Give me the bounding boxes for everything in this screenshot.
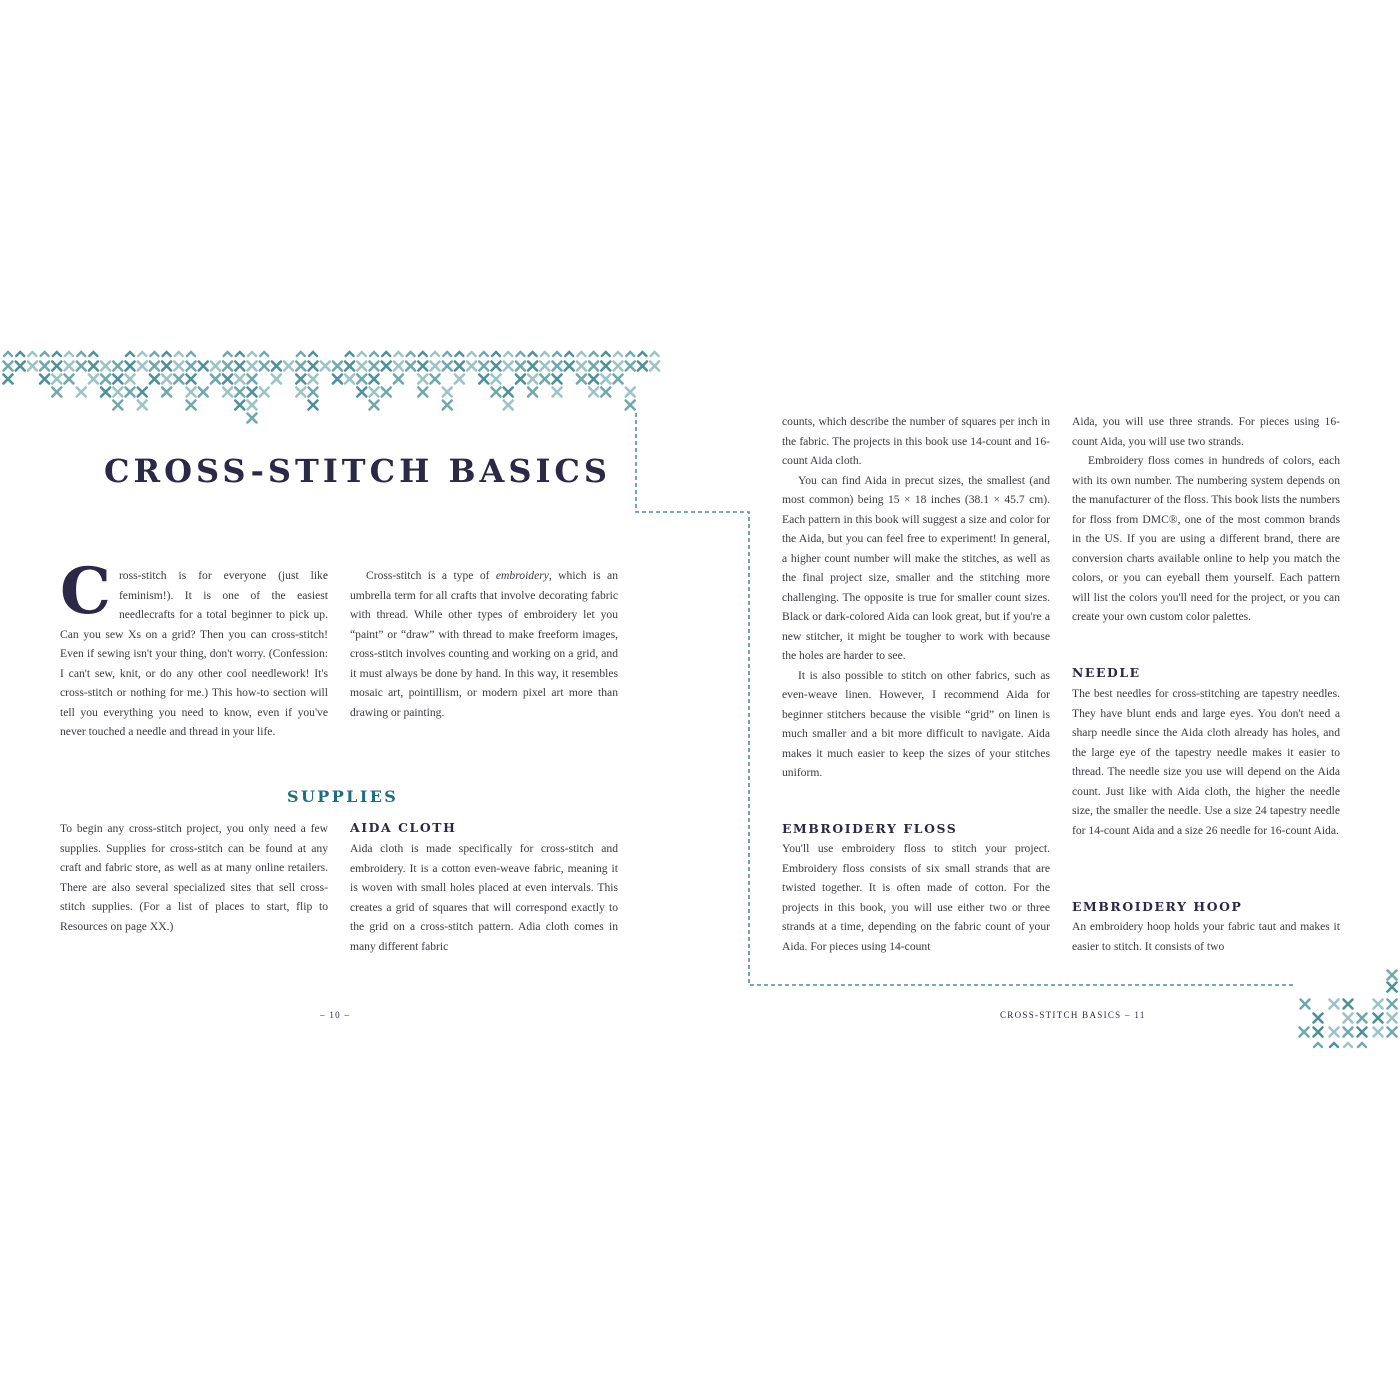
half-stitch-icon: [358, 352, 366, 356]
cross-stitch-x-icon: [370, 362, 379, 371]
cross-stitch-x-icon: [443, 388, 452, 397]
cross-stitch-x-icon: [1314, 1028, 1323, 1037]
cross-stitch-x-icon: [174, 375, 183, 384]
half-stitch-icon: [187, 352, 195, 356]
cross-stitch-x-icon: [382, 362, 391, 371]
cross-stitch-x-icon: [553, 388, 562, 397]
floss-paragraph: You'll use embroidery floss to stitch your project. Embroidery floss consists of six small strands that are twisted together. It is often made of cotton. For the projects in this book, you will use either two or three strands at a time, depending on the fabric count of your Aida. For pieces using 14-count: [782, 842, 1050, 953]
cross-stitch-x-icon: [650, 362, 659, 371]
cross-stitch-x-icon: [418, 362, 427, 371]
cross-stitch-x-icon: [235, 375, 244, 384]
half-stitch-icon: [16, 352, 24, 356]
cross-stitch-x-icon: [553, 362, 562, 371]
cross-stitch-x-icon: [601, 388, 610, 397]
cross-stitch-x-icon: [113, 375, 122, 384]
half-stitch-icon: [370, 352, 378, 356]
half-stitch-icon: [565, 352, 573, 356]
cross-stitch-x-icon: [77, 362, 86, 371]
cross-stitch-x-icon: [223, 388, 232, 397]
cross-stitch-x-icon: [394, 362, 403, 371]
cross-stitch-x-icon: [138, 388, 147, 397]
cross-stitch-x-icon: [309, 388, 318, 397]
cross-stitch-x-icon: [187, 388, 196, 397]
half-stitch-icon: [419, 352, 427, 356]
cross-stitch-x-icon: [467, 362, 476, 371]
cross-stitch-x-icon: [126, 388, 135, 397]
half-stitch-icon: [602, 352, 610, 356]
half-stitch-icon: [346, 352, 354, 356]
cross-stitch-x-icon: [357, 362, 366, 371]
cross-stitch-x-icon: [113, 388, 122, 397]
cross-stitch-x-icon: [492, 362, 501, 371]
running-head: CROSS-STITCH BASICS: [1000, 1010, 1122, 1020]
cross-stitch-x-icon: [89, 375, 98, 384]
cross-stitch-x-icon: [1344, 1028, 1353, 1037]
cross-stitch-x-icon: [77, 388, 86, 397]
cross-stitch-x-icon: [296, 375, 305, 384]
half-stitch-icon: [1330, 1043, 1338, 1047]
half-stitch-icon: [138, 352, 146, 356]
cross-stitch-x-icon: [52, 388, 61, 397]
subheading-embroidery-floss: EMBROIDERY FLOSS: [782, 821, 958, 836]
cross-stitch-x-icon: [443, 362, 452, 371]
cross-stitch-x-icon: [1300, 1028, 1309, 1037]
cross-stitch-x-icon: [1344, 1000, 1353, 1009]
cross-stitch-x-icon: [101, 388, 110, 397]
cross-stitch-x-icon: [65, 362, 74, 371]
half-stitch-icon: [175, 352, 183, 356]
page-number-left: – 10 –: [320, 1010, 351, 1020]
half-stitch-icon: [443, 352, 451, 356]
cross-stitch-x-icon: [565, 362, 574, 371]
cross-stitch-x-icon: [614, 375, 623, 384]
cross-stitch-x-icon: [357, 388, 366, 397]
cross-stitch-x-icon: [1388, 971, 1397, 980]
intro-column-2: Cross-stitch is a type of embroidery, which is an umbrella term for all crafts that involve decorating fabric with thread. While other types of embroidery let you “paint” or “draw” with thread to make freeform images, cross-stitch involves counting and working on a grid, and it must always be done by hand. In this way, it resembles mosaic art, pointillism, or modern pixel art more than drawing or painting.: [350, 569, 618, 719]
folio-separator: –: [1125, 1010, 1131, 1020]
cross-stitch-x-icon: [235, 388, 244, 397]
cross-stitch-x-icon: [321, 362, 330, 371]
cross-stitch-x-icon: [1330, 1000, 1339, 1009]
cross-stitch-x-icon: [296, 388, 305, 397]
cross-stitch-x-icon: [248, 388, 257, 397]
cross-stitch-x-icon: [638, 362, 647, 371]
supplies-paragraph: To begin any cross-stitch project, you only need a few supplies. Supplies for cross-stitch can be found at any craft and fabric store, as well as at many online retailers. There are also several specialized sites that sell cross-stitch supplies. (For a list of places to start, flip to Resources on page XX.): [60, 822, 328, 933]
half-stitch-icon: [394, 352, 402, 356]
cross-stitch-x-icon: [589, 375, 598, 384]
cross-stitch-x-icon: [187, 375, 196, 384]
half-stitch-icon: [297, 352, 305, 356]
hoop-paragraph: An embroidery hoop holds your fabric taut and makes it easier to stitch. It consists of two: [1072, 920, 1340, 953]
cross-stitch-x-icon: [345, 362, 354, 371]
drop-cap: C: [60, 554, 111, 629]
cross-stitch-x-icon: [516, 362, 525, 371]
cross-stitch-x-icon: [394, 375, 403, 384]
cross-stitch-x-icon: [589, 362, 598, 371]
cross-stitch-x-icon: [418, 375, 427, 384]
cross-stitch-x-icon: [162, 375, 171, 384]
half-stitch-icon: [590, 352, 598, 356]
cross-stitch-x-icon: [528, 388, 537, 397]
cross-stitch-x-icon: [272, 362, 281, 371]
cross-stitch-x-icon: [211, 362, 220, 371]
cross-stitch-x-icon: [614, 362, 623, 371]
cross-stitch-x-icon: [1374, 1000, 1383, 1009]
cross-stitch-x-icon: [235, 401, 244, 410]
cross-stitch-x-icon: [113, 362, 122, 371]
cross-stitch-x-icon: [248, 414, 257, 423]
cross-stitch-x-icon: [528, 362, 537, 371]
cross-stitch-x-icon: [479, 375, 488, 384]
cross-stitch-x-icon: [626, 362, 635, 371]
half-stitch-icon: [480, 352, 488, 356]
cross-stitch-x-icon: [492, 375, 501, 384]
cross-stitch-x-icon: [187, 401, 196, 410]
half-stitch-icon: [28, 352, 36, 356]
cross-stitch-x-icon: [1330, 1028, 1339, 1037]
cross-stitch-x-icon: [126, 362, 135, 371]
half-stitch-icon: [89, 352, 97, 356]
cross-stitch-x-icon: [443, 401, 452, 410]
section-heading-supplies: SUPPLIES: [287, 787, 399, 806]
cross-stitch-x-icon: [418, 388, 427, 397]
cross-stitch-x-icon: [199, 388, 208, 397]
cross-stitch-x-icon: [382, 388, 391, 397]
cross-stitch-x-icon: [150, 362, 159, 371]
cross-stitch-x-icon: [52, 375, 61, 384]
cross-stitch-x-icon: [553, 375, 562, 384]
subheading-needle: NEEDLE: [1072, 665, 1141, 680]
half-stitch-icon: [382, 352, 390, 356]
half-stitch-icon: [236, 352, 244, 356]
cross-stitch-x-icon: [40, 362, 49, 371]
cross-stitch-x-icon: [370, 388, 379, 397]
cross-stitch-x-icon: [101, 362, 110, 371]
page-title: CROSS-STITCH BASICS: [104, 452, 611, 490]
half-stitch-icon: [492, 352, 500, 356]
half-stitch-icon: [309, 352, 317, 356]
cross-stitch-x-icon: [52, 362, 61, 371]
cross-stitch-x-icon: [1358, 1014, 1367, 1023]
cross-stitch-x-icon: [601, 375, 610, 384]
cross-stitch-x-icon: [1388, 1014, 1397, 1023]
half-stitch-icon: [65, 352, 73, 356]
right-column-2: Aida, you will use three strands. For pieces using 16-count Aida, you will use two strands. Embroidery floss comes in hundreds of colors, each with its own number. The numbering system depends on the manufacturer of the floss. This book lists the numbers for floss from DMC®, one of the most common brands in the US. If you are using a different brand, there are conversion charts available online to help you match the colors, or you can eyeball them yourself. Each pattern will list the colors you'll need for the project, or you can create your own custom color palettes.: [1072, 415, 1340, 623]
subheading-embroidery-hoop: EMBROIDERY HOOP: [1072, 899, 1243, 914]
cross-stitch-x-icon: [455, 375, 464, 384]
cross-stitch-x-icon: [1344, 1014, 1353, 1023]
right-column-1: counts, which describe the number of squares per inch in the fabric. The projects in this book use 14-count and 16-count Aida cloth. You can find Aida in precut sizes, the smallest (and most common) being 15 × 18 inches (38.1 × 45.7 cm). Each pattern in this book will suggest a size and color for the Aida, but you can feel free to experiment! In general, a higher count number will make the stitches, as well as the final project size, smaller and the stitching more challenging. The opposite is true for smaller count sizes. Black or dark-colored Aida can look great, but if you're a new stitcher, it might be tougher to work with because the holes are harder to see. It is also possible to stitch on other fabrics, such as even-weave linen. However, I recommend Aida for beginner stitchers because the visible “grid” on linen is much smaller and a bit more difficult to navigate. Aida makes it much easier to keep the sizes of your stitches uniform.: [782, 415, 1050, 779]
cross-stitch-x-icon: [1358, 1028, 1367, 1037]
cross-stitch-x-icon: [504, 401, 513, 410]
half-stitch-icon: [1358, 1043, 1366, 1047]
cross-stitch-x-icon: [174, 362, 183, 371]
needle-paragraph: The best needles for cross-stitching are tapestry needles. They have blunt ends and large eyes. You don't need a sharp needle since the Aida cloth already has holes, and the large eye of the tapestry needle makes it easier to thread. The needle size you use will depend on the Aida count. Just like with Aida cloth, the higher the needle size, the smaller the needle. Use a size 24 tapestry needle for 14-count Aida and a size 26 needle for 16-count Aida.: [1072, 687, 1340, 837]
cross-stitch-x-icon: [272, 375, 281, 384]
half-stitch-icon: [248, 352, 256, 356]
cross-stitch-x-icon: [601, 362, 610, 371]
cross-stitch-x-icon: [138, 362, 147, 371]
cross-stitch-x-icon: [540, 362, 549, 371]
cross-stitch-x-icon: [16, 362, 25, 371]
cross-stitch-x-icon: [577, 362, 586, 371]
cross-stitch-x-icon: [309, 375, 318, 384]
cross-stitch-x-icon: [223, 375, 232, 384]
cross-stitch-x-icon: [296, 362, 305, 371]
cross-stitch-x-icon: [431, 375, 440, 384]
cross-stitch-x-icon: [40, 375, 49, 384]
page-number-right: 11: [1134, 1010, 1146, 1020]
cross-stitch-x-icon: [626, 388, 635, 397]
cross-stitch-x-icon: [540, 375, 549, 384]
cross-stitch-x-icon: [248, 375, 257, 384]
cross-stitch-x-icon: [65, 375, 74, 384]
cross-stitch-x-icon: [248, 401, 257, 410]
cross-stitch-x-icon: [162, 388, 171, 397]
cross-stitch-x-icon: [260, 362, 269, 371]
cross-stitch-x-icon: [223, 362, 232, 371]
cross-stitch-x-icon: [431, 362, 440, 371]
cross-stitch-x-icon: [1301, 1000, 1310, 1009]
cross-stitch-x-icon: [235, 362, 244, 371]
cross-stitch-x-icon: [1374, 1028, 1383, 1037]
half-stitch-icon: [41, 352, 49, 356]
cross-stitch-x-icon: [406, 362, 415, 371]
cross-stitch-x-icon: [309, 362, 318, 371]
cross-stitch-x-icon: [589, 388, 598, 397]
cross-stitch-x-icon: [248, 362, 257, 371]
cross-stitch-x-icon: [1388, 1028, 1397, 1037]
cross-stitch-x-icon: [504, 362, 513, 371]
half-stitch-icon: [651, 352, 659, 356]
half-stitch-icon: [1344, 1043, 1352, 1047]
half-stitch-icon: [638, 352, 646, 356]
half-stitch-icon: [504, 352, 512, 356]
intro-column-1: [60, 554, 328, 742]
cross-stitch-x-icon: [126, 375, 135, 384]
cross-stitch-x-icon: [187, 362, 196, 371]
half-stitch-icon: [77, 352, 85, 356]
cross-stitch-x-icon: [345, 375, 354, 384]
subheading-aida-cloth: AIDA CLOTH: [350, 820, 457, 835]
half-stitch-icon: [626, 352, 634, 356]
half-stitch-icon: [126, 352, 134, 356]
cross-stitch-x-icon: [1388, 1000, 1397, 1009]
half-stitch-icon: [516, 352, 524, 356]
half-stitch-icon: [224, 352, 232, 356]
cross-stitch-x-icon: [162, 362, 171, 371]
cross-stitch-x-icon: [455, 362, 464, 371]
cross-stitch-x-icon: [370, 375, 379, 384]
half-stitch-icon: [529, 352, 537, 356]
cross-stitch-x-icon: [28, 362, 37, 371]
cross-stitch-x-icon: [309, 401, 318, 410]
cross-stitch-x-icon: [1314, 1014, 1323, 1023]
cross-stitch-x-icon: [260, 388, 269, 397]
half-stitch-icon: [163, 352, 171, 356]
cross-stitch-x-icon: [357, 375, 366, 384]
cross-stitch-x-icon: [528, 375, 537, 384]
cross-stitch-x-icon: [89, 362, 98, 371]
half-stitch-icon: [577, 352, 585, 356]
half-stitch-icon: [455, 352, 463, 356]
page-footer-right: [1000, 1010, 1146, 1020]
cross-stitch-x-icon: [101, 375, 110, 384]
half-stitch-icon: [53, 352, 61, 356]
cross-stitch-x-icon: [1388, 983, 1397, 992]
cross-stitch-x-icon: [492, 388, 501, 397]
cross-stitch-x-icon: [211, 375, 220, 384]
cross-stitch-x-icon: [577, 375, 586, 384]
intro-text: ross-stitch is for everyone (just like feminism!). It is one of the easiest needlecrafts for a total beginner to pick up. Can you sew Xs on a grid? Then you can cross-stitch! Even if sewing isn't your thing, don't worry. (Confession: I can't sew, knit, or do any other cool needlework! It's cross-stitch or nothing for me.) This how-to section will tell you everything you need to know, even if you've never touched a needle and thread in your life.: [60, 569, 328, 738]
half-stitch-icon: [1314, 1043, 1322, 1047]
half-stitch-icon: [260, 352, 268, 356]
aida-paragraph: Aida cloth is made specifically for cross-stitch and embroidery. It is a cotton even-weave fabric, meaning it is woven with small holes placed at even intervals. This creates a grid of squares that will correspond exactly to the grid on a cross-stitch pattern. Adia cloth comes in many different fabric: [350, 842, 618, 953]
cross-stitch-x-icon: [504, 388, 513, 397]
half-stitch-icon: [4, 352, 12, 356]
cross-stitch-x-icon: [626, 401, 635, 410]
cross-stitch-x-icon: [1374, 1014, 1383, 1023]
half-stitch-icon: [407, 352, 415, 356]
half-stitch-icon: [614, 352, 622, 356]
half-stitch-icon: [431, 352, 439, 356]
cross-stitch-x-icon: [370, 401, 379, 410]
cross-stitch-x-icon: [138, 401, 147, 410]
cross-stitch-x-icon: [284, 362, 293, 371]
cross-stitch-x-icon: [4, 375, 13, 384]
cross-stitch-x-icon: [516, 375, 525, 384]
cross-stitch-x-icon: [333, 362, 342, 371]
half-stitch-icon: [150, 352, 158, 356]
cross-stitch-x-icon: [150, 375, 159, 384]
cross-stitch-x-icon: [199, 362, 208, 371]
cross-stitch-x-icon: [479, 362, 488, 371]
half-stitch-icon: [541, 352, 549, 356]
half-stitch-icon: [468, 352, 476, 356]
cross-stitch-x-icon: [4, 362, 13, 371]
cross-stitch-x-icon: [113, 401, 122, 410]
half-stitch-icon: [553, 352, 561, 356]
cross-stitch-x-icon: [333, 375, 342, 384]
